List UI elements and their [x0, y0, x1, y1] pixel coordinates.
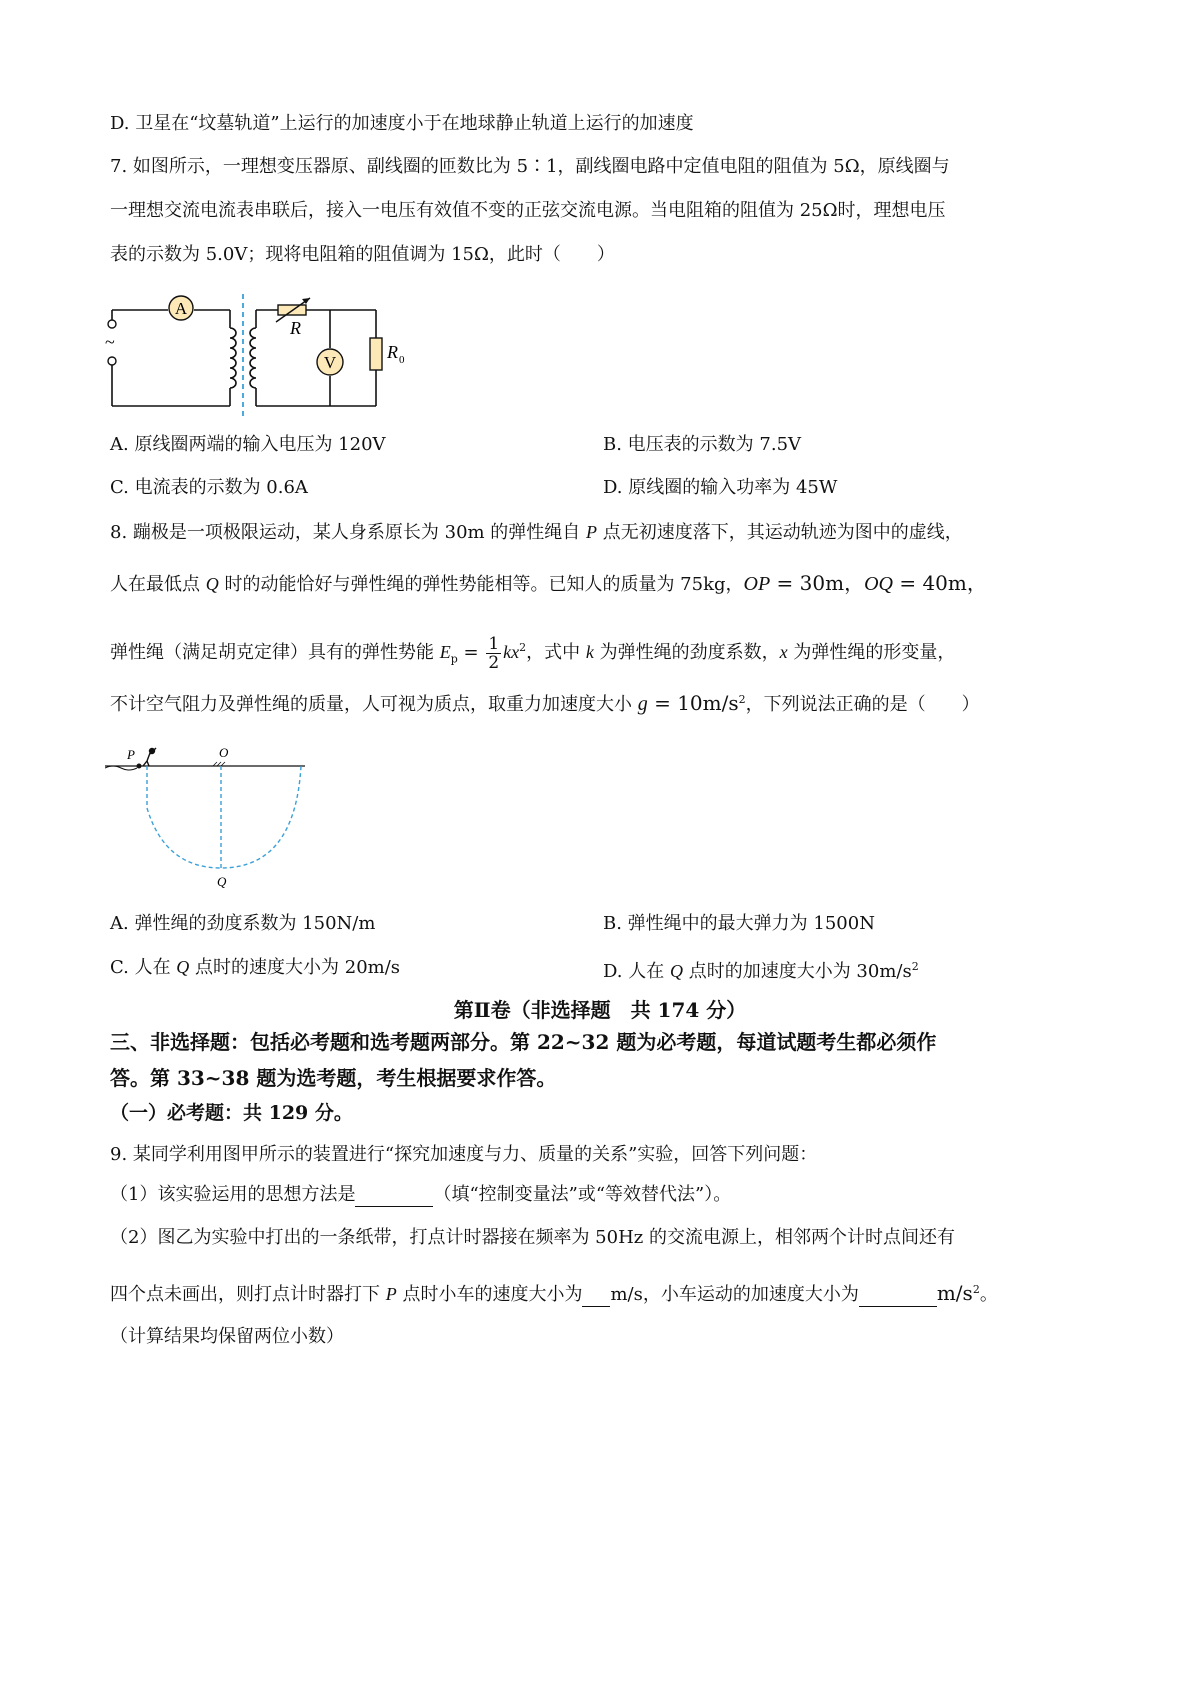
q8-line4-text-a: 不计空气阻力及弹性绳的质量，人可视为质点，取重力加速度大小	[110, 694, 638, 715]
required-heading: （一）必考题：共 129 分。	[110, 1102, 353, 1124]
q8-option-d	[603, 955, 919, 984]
q8-line3-text-c: 为弹性绳的劲度系数，	[593, 642, 780, 663]
q9-acceleration-answer-blank[interactable]	[859, 1286, 937, 1307]
q8-line3-text-a: 弹性绳（满足胡克定律）具有的弹性势能	[110, 642, 440, 663]
terminal-bottom	[108, 357, 116, 365]
q8-var-e: E	[439, 642, 451, 662]
q7-option-b: B. 电压表的示数为 7.5V	[603, 434, 802, 455]
q6-option-d: D. 卫星在“坟墓轨道”上运行的加速度小于在地球静止轨道上运行的加速度	[110, 113, 694, 134]
q8-line3-text-d: 为弹性绳的形变量，	[787, 642, 956, 663]
q7-option-d: D. 原线圈的输入功率为 45W	[603, 477, 838, 498]
q8-option-c-text-a: C. 人在	[110, 957, 177, 978]
q8-stem-line4	[110, 688, 980, 717]
q9-sub2-text-c: m/s，小车运动的加速度大小为	[610, 1284, 859, 1305]
q9-var-p: P	[385, 1284, 397, 1304]
q8-line1-text-a: 8. 蹦极是一项极限运动，某人身系原长为 30m 的弹性绳自	[110, 522, 587, 543]
q7-circuit-diagram	[100, 290, 430, 445]
section3-line2: 答。第 33~38 题为选考题，考生根据要求作答。	[110, 1066, 557, 1090]
resistor-r0-subscript: 0	[399, 354, 405, 366]
q8-option-d-var: Q	[669, 961, 683, 981]
q9-unit-square: 2	[972, 1283, 980, 1296]
q9-note: （计算结果均保留两位小数）	[110, 1326, 344, 1347]
q8-kx: kx	[503, 642, 520, 662]
q8-var-x: x	[779, 642, 788, 662]
q7-option-c: C. 电流表的示数为 0.6A	[110, 477, 308, 498]
q8-fraction-denominator: 2	[488, 652, 500, 673]
q8-var-k: k	[585, 642, 594, 662]
q8-op-var: OP	[743, 573, 771, 595]
jumper-icon	[143, 748, 156, 766]
q8-option-d-text-a: D. 人在	[603, 961, 670, 982]
q8-line4-text-b: ，下列说法正确的是（ ）	[745, 694, 980, 715]
point-o-label: O	[219, 745, 229, 760]
q9-sub2-text-b: 点时小车的速度大小为	[396, 1284, 583, 1305]
q9-stem: 9. 某同学利用图甲所示的装置进行“探究加速度与力、质量的关系”实验，回答下列问题：	[110, 1144, 818, 1165]
q8-equals: =	[457, 642, 485, 663]
q8-stem-line2	[110, 571, 987, 597]
q9-sub2-line1: （2）图乙为实验中打出的一条纸带，打点计时器接在频率为 50Hz 的交流电源上，相邻两个计时点间还有	[110, 1227, 955, 1248]
q8-line2-text-b: 时的动能恰好与弹性绳的弹性势能相等。已知人的质量为 75kg，	[218, 574, 744, 595]
rheostat-label: R	[290, 318, 301, 338]
q8-option-d-text-b: 点时的加速度大小为 30m/s	[682, 961, 912, 982]
section3-line1: 三、非选择题：包括必考题和选考题两部分。第 22~32 题为必考题，每道试题考生都必须作	[110, 1030, 937, 1054]
point-p-dot	[137, 764, 142, 769]
q8-line2-text-a: 人在最低点	[110, 574, 206, 595]
q8-stem-line1	[110, 520, 963, 545]
q7-option-a: A. 原线圈两端的输入电压为 120V	[110, 434, 386, 455]
q7-stem-line3: 表的示数为 5.0V；现将电阻箱的阻值调为 15Ω，此时（ ）	[110, 244, 615, 265]
q8-var-p: P	[586, 522, 598, 542]
q8-option-a: A. 弹性绳的劲度系数为 150N/m	[110, 913, 376, 934]
q9-velocity-answer-blank[interactable]	[582, 1286, 610, 1307]
q8-kx-square: 2	[519, 641, 527, 654]
point-q-label: Q	[217, 874, 227, 889]
terminal-top	[108, 320, 116, 328]
ammeter-label: A	[174, 299, 188, 318]
q8-line3-text-b: ，式中	[526, 642, 586, 663]
q7-stem-line2: 一理想交流电流表串联后，接入一电压有效值不变的正弦交流电源。当电阻箱的阻值为 25Ω时，理想电压	[110, 200, 946, 221]
part2-title: 第Ⅱ卷（非选择题 共 174 分）	[453, 998, 747, 1022]
q8-option-c	[110, 955, 400, 980]
ac-source-symbol: ~	[105, 332, 115, 352]
voltmeter-label: V	[323, 353, 337, 372]
q8-e-subscript: p	[450, 652, 458, 666]
q8-var-q: Q	[205, 574, 219, 594]
resistor-r0-label: R	[387, 342, 398, 362]
q8-line1-text-b: 点无初速度落下，其运动轨迹为图中的虚线，	[597, 522, 963, 543]
q8-g-value: = 10m/s	[647, 691, 739, 715]
q8-bungee-diagram	[105, 738, 325, 898]
q9-sub2-text-a: 四个点未画出，则打点计时器打下	[110, 1284, 386, 1305]
q8-oq-value: = 40m，	[892, 571, 987, 595]
q8-option-c-text-b: 点时的速度大小为 20m/s	[189, 957, 401, 978]
q8-g-square: 2	[738, 693, 746, 706]
point-p-label: P	[127, 747, 135, 762]
q8-op-value: = 30m，	[770, 571, 865, 595]
q8-option-d-square: 2	[911, 960, 919, 973]
q9-unit: m/s	[936, 1281, 973, 1305]
q8-fraction-numerator: 1	[488, 633, 500, 654]
q9-sub1-text-a: （1）该实验运用的思想方法是	[110, 1184, 356, 1205]
q8-var-g: g	[637, 693, 648, 715]
q8-option-c-var: Q	[176, 957, 190, 977]
q8-option-b: B. 弹性绳中的最大弹力为 1500N	[603, 913, 875, 934]
q7-stem-line1: 7. 如图所示，一理想变压器原、副线圈的匝数比为 5∶1，副线圈电路中定值电阻的阻值为 5Ω，原线圈与	[110, 156, 950, 177]
q8-stem-line3	[110, 628, 955, 680]
resistor-r0-icon	[370, 338, 382, 370]
trajectory-curve	[147, 766, 301, 868]
q8-fraction	[486, 635, 501, 672]
q9-sub1	[110, 1183, 731, 1207]
q9-sub1-text-b: （填“控制变量法”或“等效替代法”）。	[433, 1184, 732, 1205]
q9-sub2-end: 。	[979, 1284, 998, 1305]
q9-sub1-answer-blank[interactable]	[355, 1186, 433, 1207]
q9-sub2-line2	[110, 1278, 998, 1307]
q8-oq-var: OQ	[864, 573, 893, 595]
